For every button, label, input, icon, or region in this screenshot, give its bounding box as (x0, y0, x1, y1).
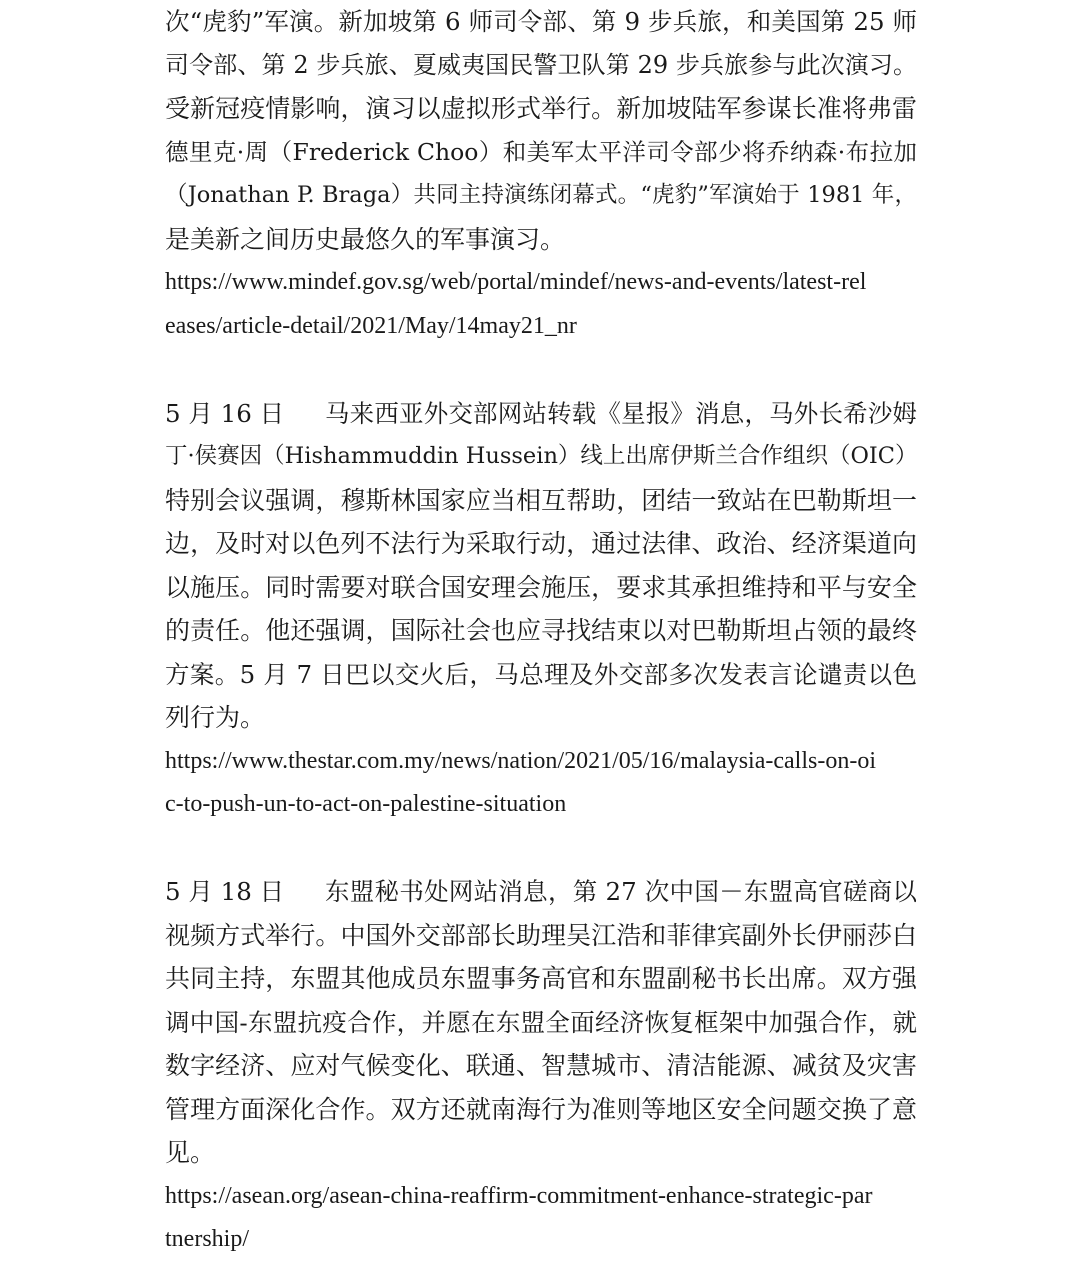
entry-spacer (165, 827, 917, 871)
news-entry (165, 392, 917, 827)
paragraph-line: 司令部、第 2 步兵旅、夏威夷国民警卫队第 29 步兵旅参与此次演习。 (165, 50, 917, 79)
source-url-line[interactable]: tnership/ (165, 1226, 249, 1252)
paragraph-line: 方案。5 月 7 日巴以交火后，马总理及外交部多次发表言论谴责以色 (165, 659, 917, 689)
paragraph-line: 以施压。同时需要对联合国安理会施压，要求其承担维持和平与安全 (165, 572, 917, 602)
source-url-line[interactable]: c-to-push-un-to-act-on-palestine-situation (165, 791, 567, 817)
paragraph-line: 东盟秘书处网站消息，第 27 次中国－东盟高官磋商以 (325, 877, 917, 906)
entry-date: 5 月 18 日 (165, 877, 285, 906)
paragraph-line: 次“虎豹”军演。新加坡第 6 师司令部、第 9 步兵旅，和美国第 25 师 (165, 7, 917, 36)
paragraph-line: 马来西亚外交部网站转载《星报》消息，马外长希沙姆 (325, 398, 917, 428)
paragraph-line: 的责任。他还强调，国际社会也应寻找结束以对巴勒斯坦占领的最终 (165, 616, 917, 645)
source-url-line[interactable]: https://www.thestar.com.my/news/nation/2021/05/16/malaysia-calls-on-oi (165, 747, 876, 774)
entry-first-line (165, 392, 917, 436)
paragraph-line: 丁·侯赛因（Hishammuddin Hussein）线上出席伊斯兰合作组织（OIC） (165, 443, 918, 469)
source-url-line[interactable]: eases/article-detail/2021/May/14may21_nr (165, 312, 577, 339)
paragraph-line: 数字经济、应对气候变化、联通、智慧城市、清洁能源、减贫及灾害 (165, 1051, 917, 1080)
entry-date: 5 月 16 日 (165, 398, 285, 428)
paragraph-line: 共同主持，东盟其他成员东盟事务高官和东盟副秘书长出席。双方强 (165, 964, 917, 993)
paragraph-line: （Jonathan P. Braga）共同主持演练闭幕式。“虎豹”军演始于 1981 年， (165, 182, 917, 208)
entry-spacer (165, 348, 917, 392)
paragraph-line: 德里克·周（Frederick Choo）和美军太平洋司令部少将乔纳森·布拉加 (165, 137, 917, 166)
paragraph-line: 列行为。 (165, 703, 266, 732)
news-entry (165, 0, 917, 348)
paragraph-line: 见。 (165, 1138, 216, 1167)
source-url-line[interactable]: https://www.mindef.gov.sg/web/portal/mindef/news-and-events/latest-rel (165, 269, 867, 295)
source-url-line[interactable]: https://asean.org/asean-china-reaffirm-commitment-enhance-strategic-par (165, 1182, 873, 1209)
news-entry (165, 870, 917, 1262)
paragraph-line: 是美新之间历史最悠久的军事演习。 (165, 224, 566, 254)
paragraph-line: 视频方式举行。中国外交部部长助理吴江浩和菲律宾副外长伊丽莎白 (165, 920, 917, 950)
paragraph-line: 边，及时对以色列不法行为采取行动，通过法律、政治、经济渠道向 (165, 529, 917, 558)
document-page (165, 0, 917, 1262)
paragraph-line: 管理方面深化合作。双方还就南海行为准则等地区安全问题交换了意 (165, 1094, 917, 1124)
paragraph-line: 受新冠疫情影响，演习以虚拟形式举行。新加坡陆军参谋长准将弗雷 (165, 94, 917, 123)
entry-first-line (165, 870, 917, 914)
paragraph-line: 特别会议强调，穆斯林国家应当相互帮助，团结一致站在巴勒斯坦一 (165, 485, 917, 515)
paragraph-line: 调中国-东盟抗疫合作，并愿在东盟全面经济恢复框架中加强合作，就 (165, 1007, 917, 1037)
